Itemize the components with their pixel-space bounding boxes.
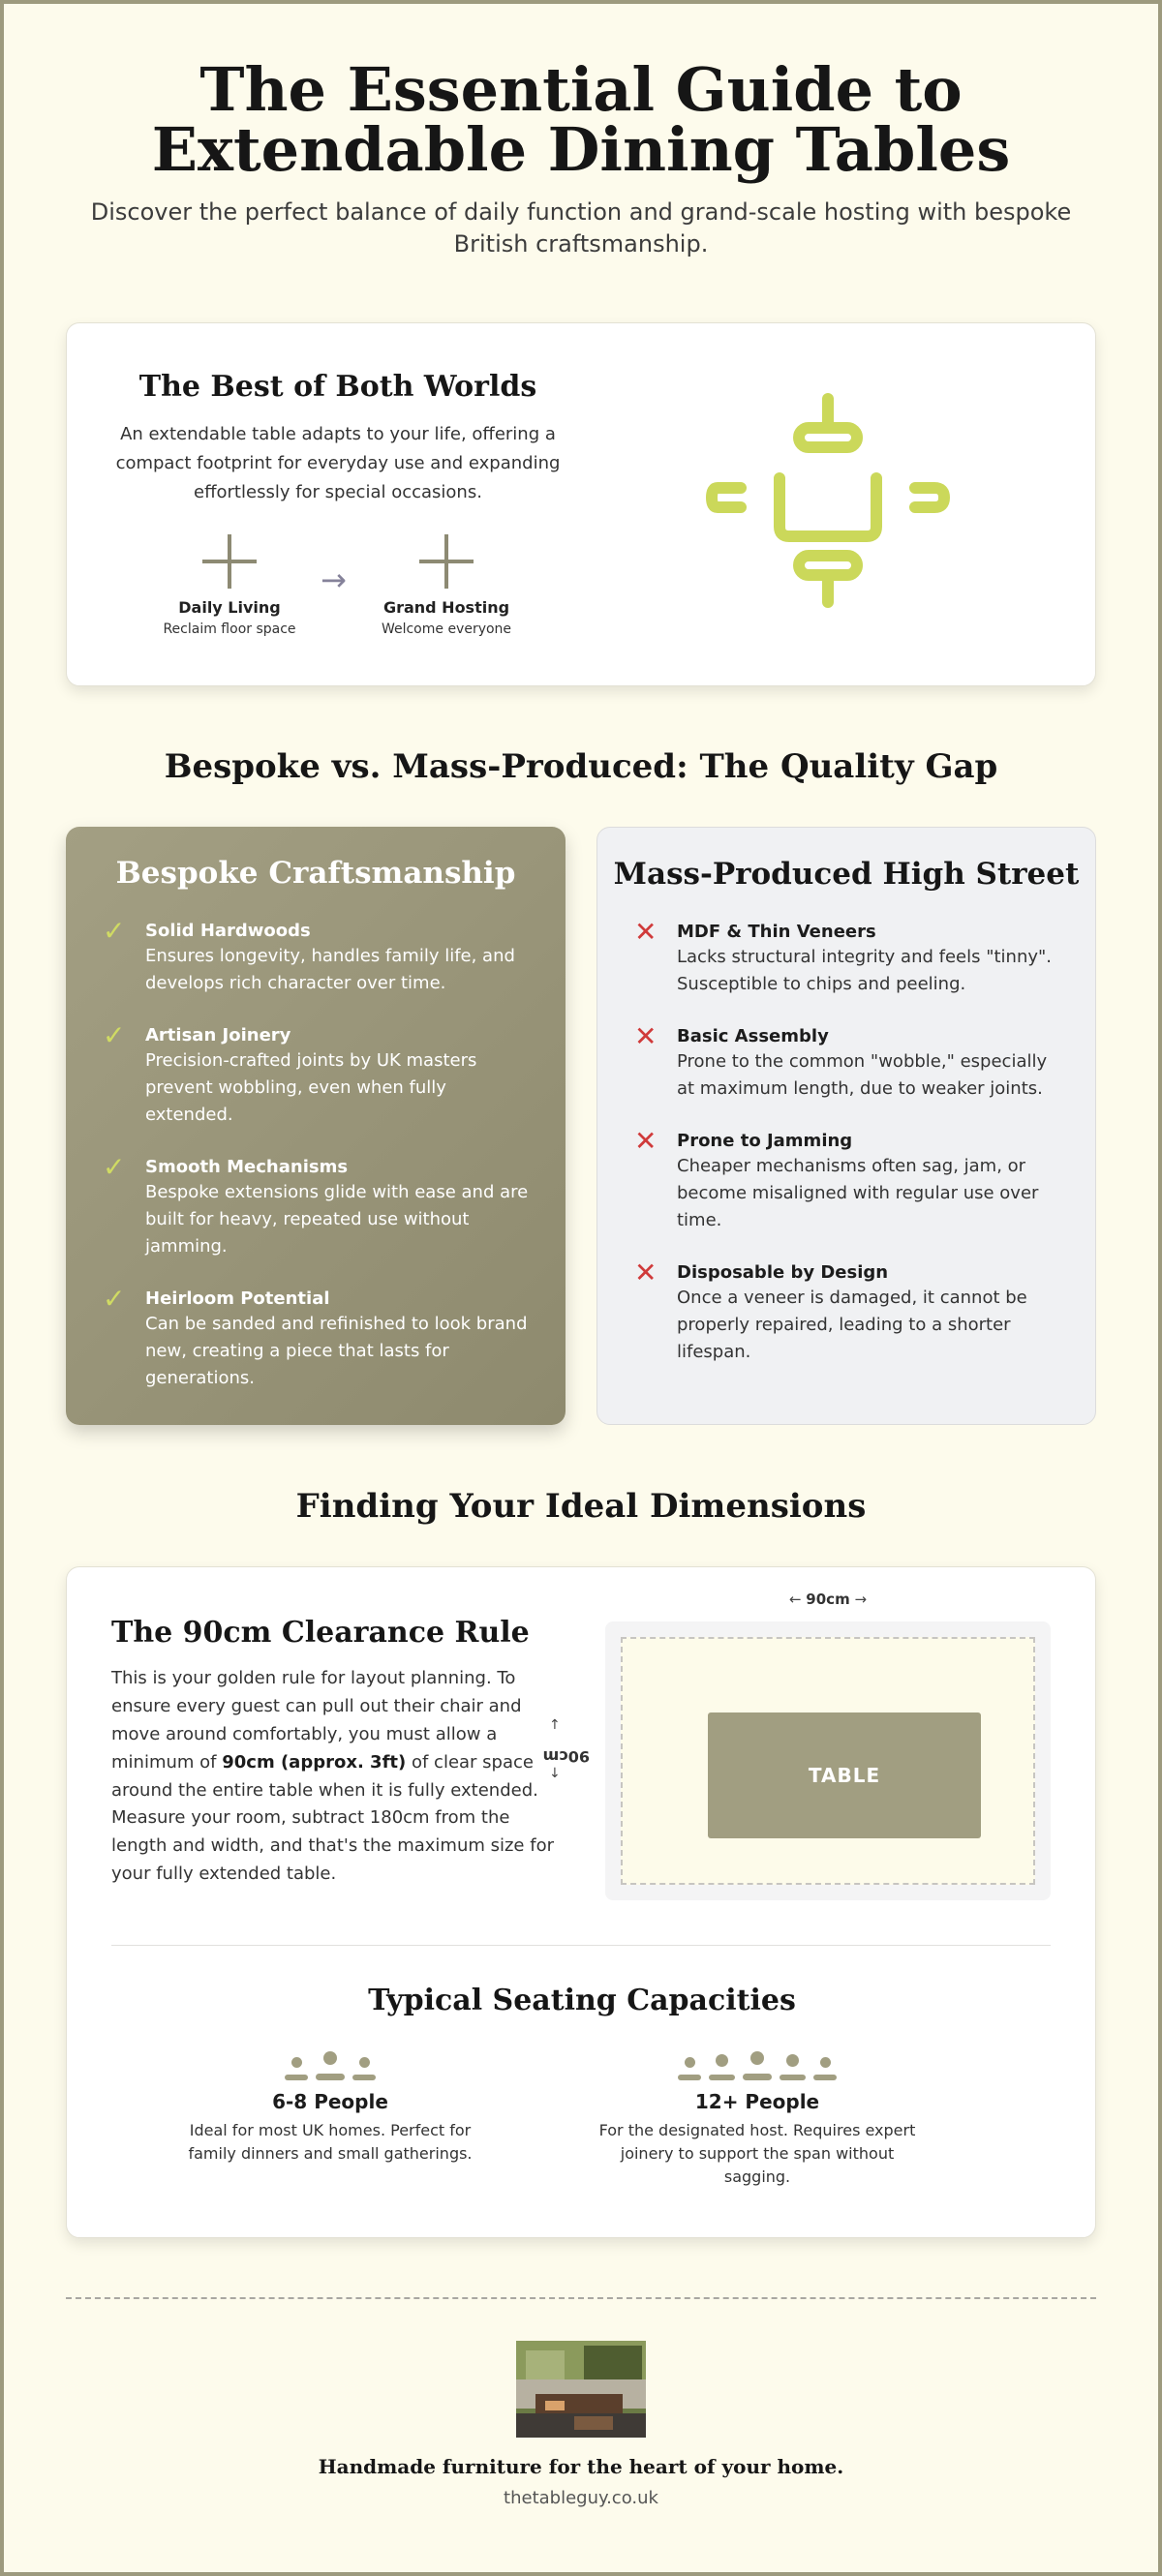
cross-icon: ✕ <box>634 1257 657 1288</box>
dimensions-title: Finding Your Ideal Dimensions <box>295 1487 867 1526</box>
arrow-down-icon: ↓ <box>549 1766 561 1781</box>
seating-large <box>593 2047 922 2189</box>
person-icon <box>743 2051 772 2080</box>
person-icon <box>709 2054 735 2080</box>
bespoke-item <box>103 1019 531 1129</box>
mass-item-title: Prone to Jamming <box>677 1131 853 1151</box>
clearance-diagram <box>605 1621 1051 1900</box>
check-icon: ✓ <box>103 1283 126 1315</box>
person-icon <box>813 2057 837 2080</box>
bespoke-item-title: Artisan Joinery <box>145 1025 291 1046</box>
seating-small-label: 6-8 People <box>272 2090 388 2113</box>
people-icon <box>285 2047 376 2080</box>
person-icon <box>678 2057 701 2080</box>
cross-icon: ✕ <box>634 1125 657 1157</box>
grand-hosting-label: Grand Hosting <box>382 598 510 617</box>
bespoke-item <box>103 915 531 997</box>
mass-item-desc: Prone to the common "wobble," especially at maximum length, due to weaker joints. <box>677 1051 1048 1099</box>
mass-produced-panel <box>596 827 1096 1425</box>
footer-site-link[interactable]: thetableguy.co.uk <box>504 2488 658 2508</box>
mass-item <box>634 1020 1062 1103</box>
daily-living-label: Daily Living <box>178 598 281 617</box>
people-icon <box>678 2047 837 2080</box>
grand-hosting-sub: Welcome everyone <box>381 621 512 637</box>
extendable-table-icon <box>706 391 958 614</box>
comparison-title: Bespoke vs. Mass-Produced: The Quality Gap <box>164 747 998 786</box>
seating-large-desc: For the designated host. Requires expert joinery to support the span without sagging. <box>598 2121 916 2186</box>
clearance-rule-text: This is your golden rule for layout planning. To ensure every guest can pull out their chair and move around comfortably, you must allow a minimum of 90cm (approx. 3ft) of clear space around the entire table when it is fully extended. <box>111 1668 538 1801</box>
bespoke-title: Bespoke Craftsmanship <box>115 856 516 891</box>
best-of-both-card <box>66 322 1096 686</box>
dimensions-card <box>66 1566 1096 2238</box>
mass-item-title: MDF & Thin Veneers <box>677 922 876 942</box>
bespoke-item <box>103 1283 531 1392</box>
mass-produced-title: Mass-Produced High Street <box>613 857 1080 892</box>
bespoke-item-desc: Can be sanded and refinished to look brand new, creating a piece that lasts for generations. <box>145 1314 528 1388</box>
arrow-right-icon: → <box>321 561 347 598</box>
mass-item-title: Disposable by Design <box>677 1262 889 1283</box>
bespoke-item-title: Solid Hardwoods <box>145 921 311 941</box>
clearance-rule-title: The 90cm Clearance Rule <box>111 1616 530 1650</box>
section-divider <box>111 1945 1051 1946</box>
arrow-right-icon: → <box>854 1591 868 1608</box>
seating-small <box>166 2047 495 2166</box>
seating-small-desc: Ideal for most UK homes. Perfect for family dinners and small gatherings. <box>188 2121 473 2163</box>
daily-plus-icon <box>202 534 257 589</box>
table-block: TABLE <box>708 1712 981 1838</box>
check-icon: ✓ <box>103 1019 126 1051</box>
clearance-zone <box>621 1637 1035 1885</box>
footer-tagline: Handmade furniture for the heart of your home. <box>318 2455 844 2478</box>
person-icon <box>285 2057 308 2080</box>
seating-large-label: 12+ People <box>694 2090 820 2113</box>
hosting-plus-icon <box>419 534 474 589</box>
room-measure-text: Measure your room, subtract 180cm from the length and width, and that's the maximum size for your fully extended table. <box>111 1807 554 1884</box>
bespoke-item-desc: Bespoke extensions glide with ease and are built for heavy, repeated use without jamming. <box>145 1182 529 1257</box>
person-icon <box>352 2057 376 2080</box>
mass-item-desc: Cheaper mechanisms often sag, jam, or become misaligned with regular use over time. <box>677 1156 1039 1230</box>
mass-item-desc: Once a veneer is damaged, it cannot be properly repaired, leading to a shorter lifespan. <box>677 1288 1027 1362</box>
clearance-highlight: 90cm (approx. 3ft) <box>222 1752 407 1773</box>
arrow-up-icon: ↑ <box>549 1717 561 1733</box>
best-of-both-text: An extendable table adapts to your life, offering a compact footprint for everyday use and expanding effortlessly for special occasions. <box>115 424 561 502</box>
page-title: The Essential Guide to Extendable Dining Tables <box>151 54 1011 185</box>
mass-item-title: Basic Assembly <box>677 1026 829 1046</box>
daily-living-sub: Reclaim floor space <box>163 621 296 637</box>
mass-item <box>634 916 1062 998</box>
vertical-clearance-label: ↑ 90cm ↓ <box>542 1717 590 1781</box>
bespoke-panel <box>66 827 566 1425</box>
mass-item <box>634 1257 1062 1366</box>
person-icon <box>780 2054 806 2080</box>
mass-item <box>634 1125 1062 1234</box>
bespoke-item-desc: Precision-crafted joints by UK masters prevent wobbling, even when fully extended. <box>145 1050 477 1125</box>
footer-photo <box>516 2341 646 2438</box>
bespoke-item-title: Heirloom Potential <box>145 1288 330 1309</box>
bespoke-item <box>103 1151 531 1260</box>
cross-icon: ✕ <box>634 916 657 948</box>
page-subtitle: Discover the perfect balance of daily function and grand-scale hosting with bespoke British craftsmanship. <box>90 198 1072 258</box>
seating-title: Typical Seating Capacities <box>368 1984 796 2017</box>
check-icon: ✓ <box>103 1151 126 1183</box>
person-icon <box>316 2051 345 2080</box>
mass-item-desc: Lacks structural integrity and feels "tinny". Susceptible to chips and peeling. <box>677 947 1053 994</box>
best-of-both-title: The Best of Both Worlds <box>138 370 537 404</box>
cross-icon: ✕ <box>634 1020 657 1052</box>
bespoke-item-desc: Ensures longevity, handles family life, and develops rich character over time. <box>145 946 515 993</box>
check-icon: ✓ <box>103 915 126 947</box>
horizontal-clearance-label: ← 90cm → <box>788 1591 868 1608</box>
arrow-left-icon: ← <box>788 1591 802 1608</box>
bespoke-item-title: Smooth Mechanisms <box>145 1157 349 1177</box>
footer-divider <box>66 2297 1096 2299</box>
